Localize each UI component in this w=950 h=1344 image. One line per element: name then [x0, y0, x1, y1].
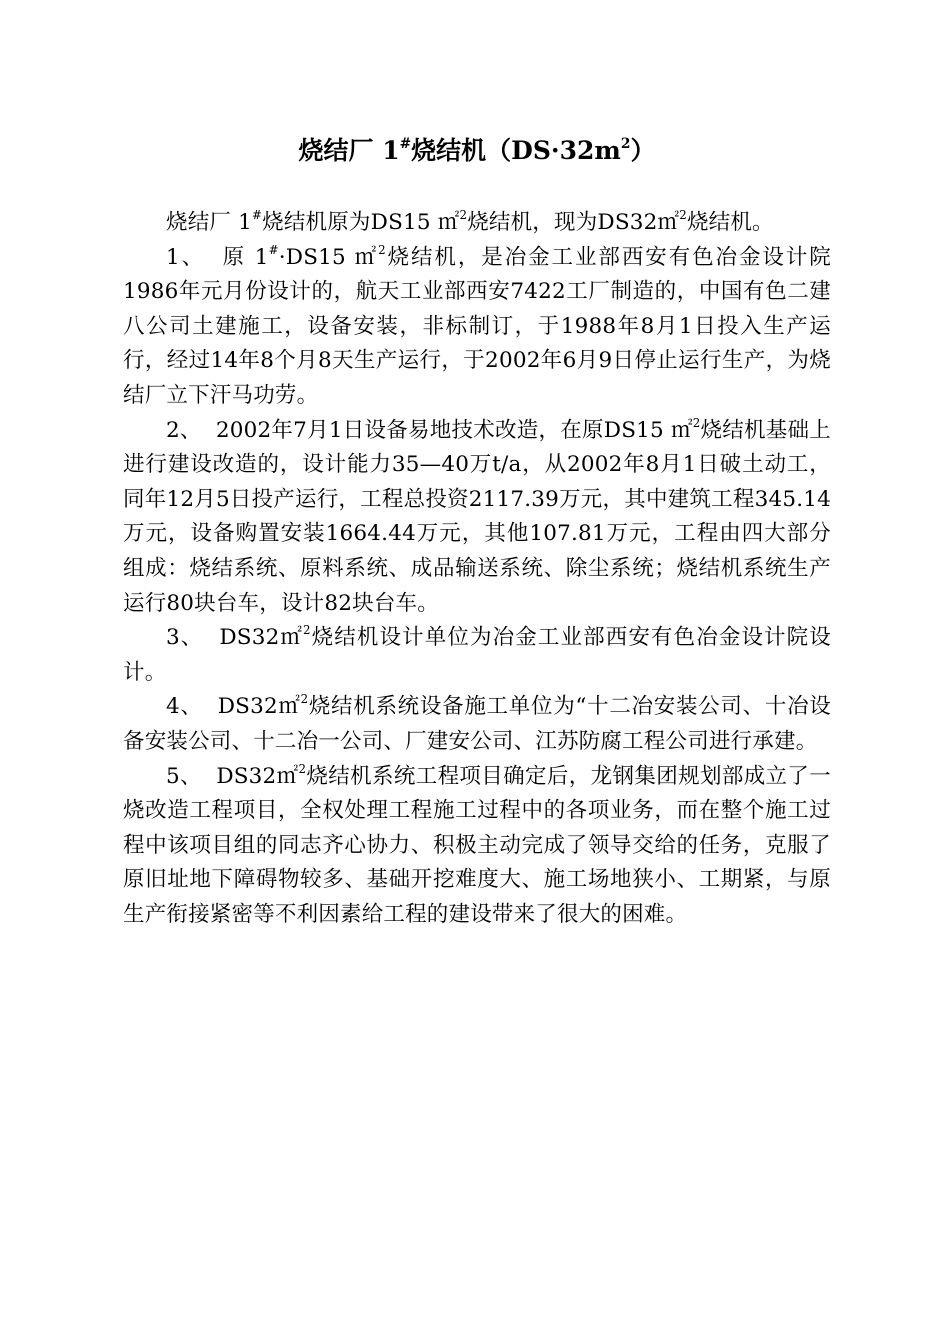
- paragraph-text: DS32㎡: [216, 763, 299, 789]
- intro-superscript-b: 2: [459, 208, 468, 223]
- document-page: [123, 130, 831, 932]
- paragraph-text: ·DS15 ㎡: [278, 244, 379, 270]
- paragraph-text: 烧结机设计单位为冶金工业部西安有色冶金设计院设计。: [123, 625, 832, 685]
- paragraph-text: DS32㎡: [217, 694, 301, 720]
- document-title: [123, 130, 831, 172]
- numbered-paragraph-1: [123, 241, 831, 414]
- intro-text-a: 烧结厂 1: [166, 210, 253, 235]
- numbered-paragraph-4: [123, 690, 831, 759]
- numbered-paragraph-3: [123, 621, 831, 690]
- paragraph-text: 烧结机系统设备施工单位为“十二冶安装公司、十冶设备安装公司、十二冶一公司、厂建安公司、江苏防腐工程公司进行承建。: [123, 694, 831, 754]
- paragraph-text: DS32㎡: [219, 625, 304, 651]
- title-superscript-hash: #: [399, 135, 412, 152]
- intro-text-c: 烧结机，现为DS32㎡: [467, 210, 680, 235]
- superscript: 2: [300, 692, 309, 707]
- paragraph-number: 4、: [166, 694, 218, 720]
- numbered-list: [123, 241, 831, 933]
- superscript: 2: [378, 242, 386, 257]
- paragraph-text: 2002年7月1日设备易地技术改造，在原DS15 ㎡: [215, 417, 693, 443]
- title-part-b: 烧结机（DS·32m: [411, 136, 621, 165]
- paragraph-text: 原 1: [222, 244, 269, 270]
- superscript: 2: [692, 415, 701, 430]
- paragraph-number: 5、: [166, 763, 217, 789]
- paragraph-text: 烧结机基础上进行建设改造的，设计能力35—40万t/a，从2002年8月1日破土动工，同年12月5日投产运行，工程总投资2117.39万元，其中建筑工程345.14万元，设备购置安装1664.44万元，其他107.81万元，工程由四大部分组成：烧结系统、原料系统、成品输送系统、除尘系统；烧结机系统生产运行80块台车，设计82块台车。: [123, 417, 832, 616]
- superscript: #: [268, 242, 279, 257]
- intro-text-b: 烧结机原为DS15 ㎡: [262, 210, 460, 235]
- superscript: 2: [298, 761, 307, 776]
- paragraph-number: 3、: [166, 625, 220, 651]
- intro-superscript-a: #: [252, 208, 263, 223]
- paragraph-text: 烧结机，是冶金工业部西安有色冶金设计院1986年元月份设计的，航天工业部西安7422工厂制造的，中国有色二建八公司土建施工，设备安装，非标制订，于1988年8月1日投入生产运行，经过14年8个月8天生产运行，于2002年6月9日停止运行生产，为烧结厂立下汗马功劳。: [123, 244, 831, 408]
- intro-text-d: 烧结机。: [686, 210, 774, 235]
- paragraph-number: 1、: [166, 244, 223, 270]
- title-superscript-two: 2: [620, 135, 631, 152]
- numbered-paragraph-2: [123, 414, 831, 622]
- superscript: 2: [303, 623, 311, 638]
- paragraph-number: 2、: [166, 417, 216, 443]
- title-part-a: 烧结厂 1: [298, 136, 400, 165]
- intro-superscript-c: 2: [679, 208, 687, 223]
- numbered-paragraph-5: [123, 760, 831, 933]
- intro-paragraph: [123, 206, 831, 241]
- title-part-c: ）: [630, 136, 656, 165]
- paragraph-text: 烧结机系统工程项目确定后，龙钢集团规划部成立了一烧改造工程项目，全权处理工程施工过程中的各项业务，而在整个施工过程中该项目组的同志齐心协力、积极主动完成了领导交给的任务，克服了原旧址地下障碍物较多、基础开挖难度大、施工场地狭小、工期紧，与原生产衔接紧密等不利因素给工程的建设带来了很大的困难。: [123, 763, 831, 927]
